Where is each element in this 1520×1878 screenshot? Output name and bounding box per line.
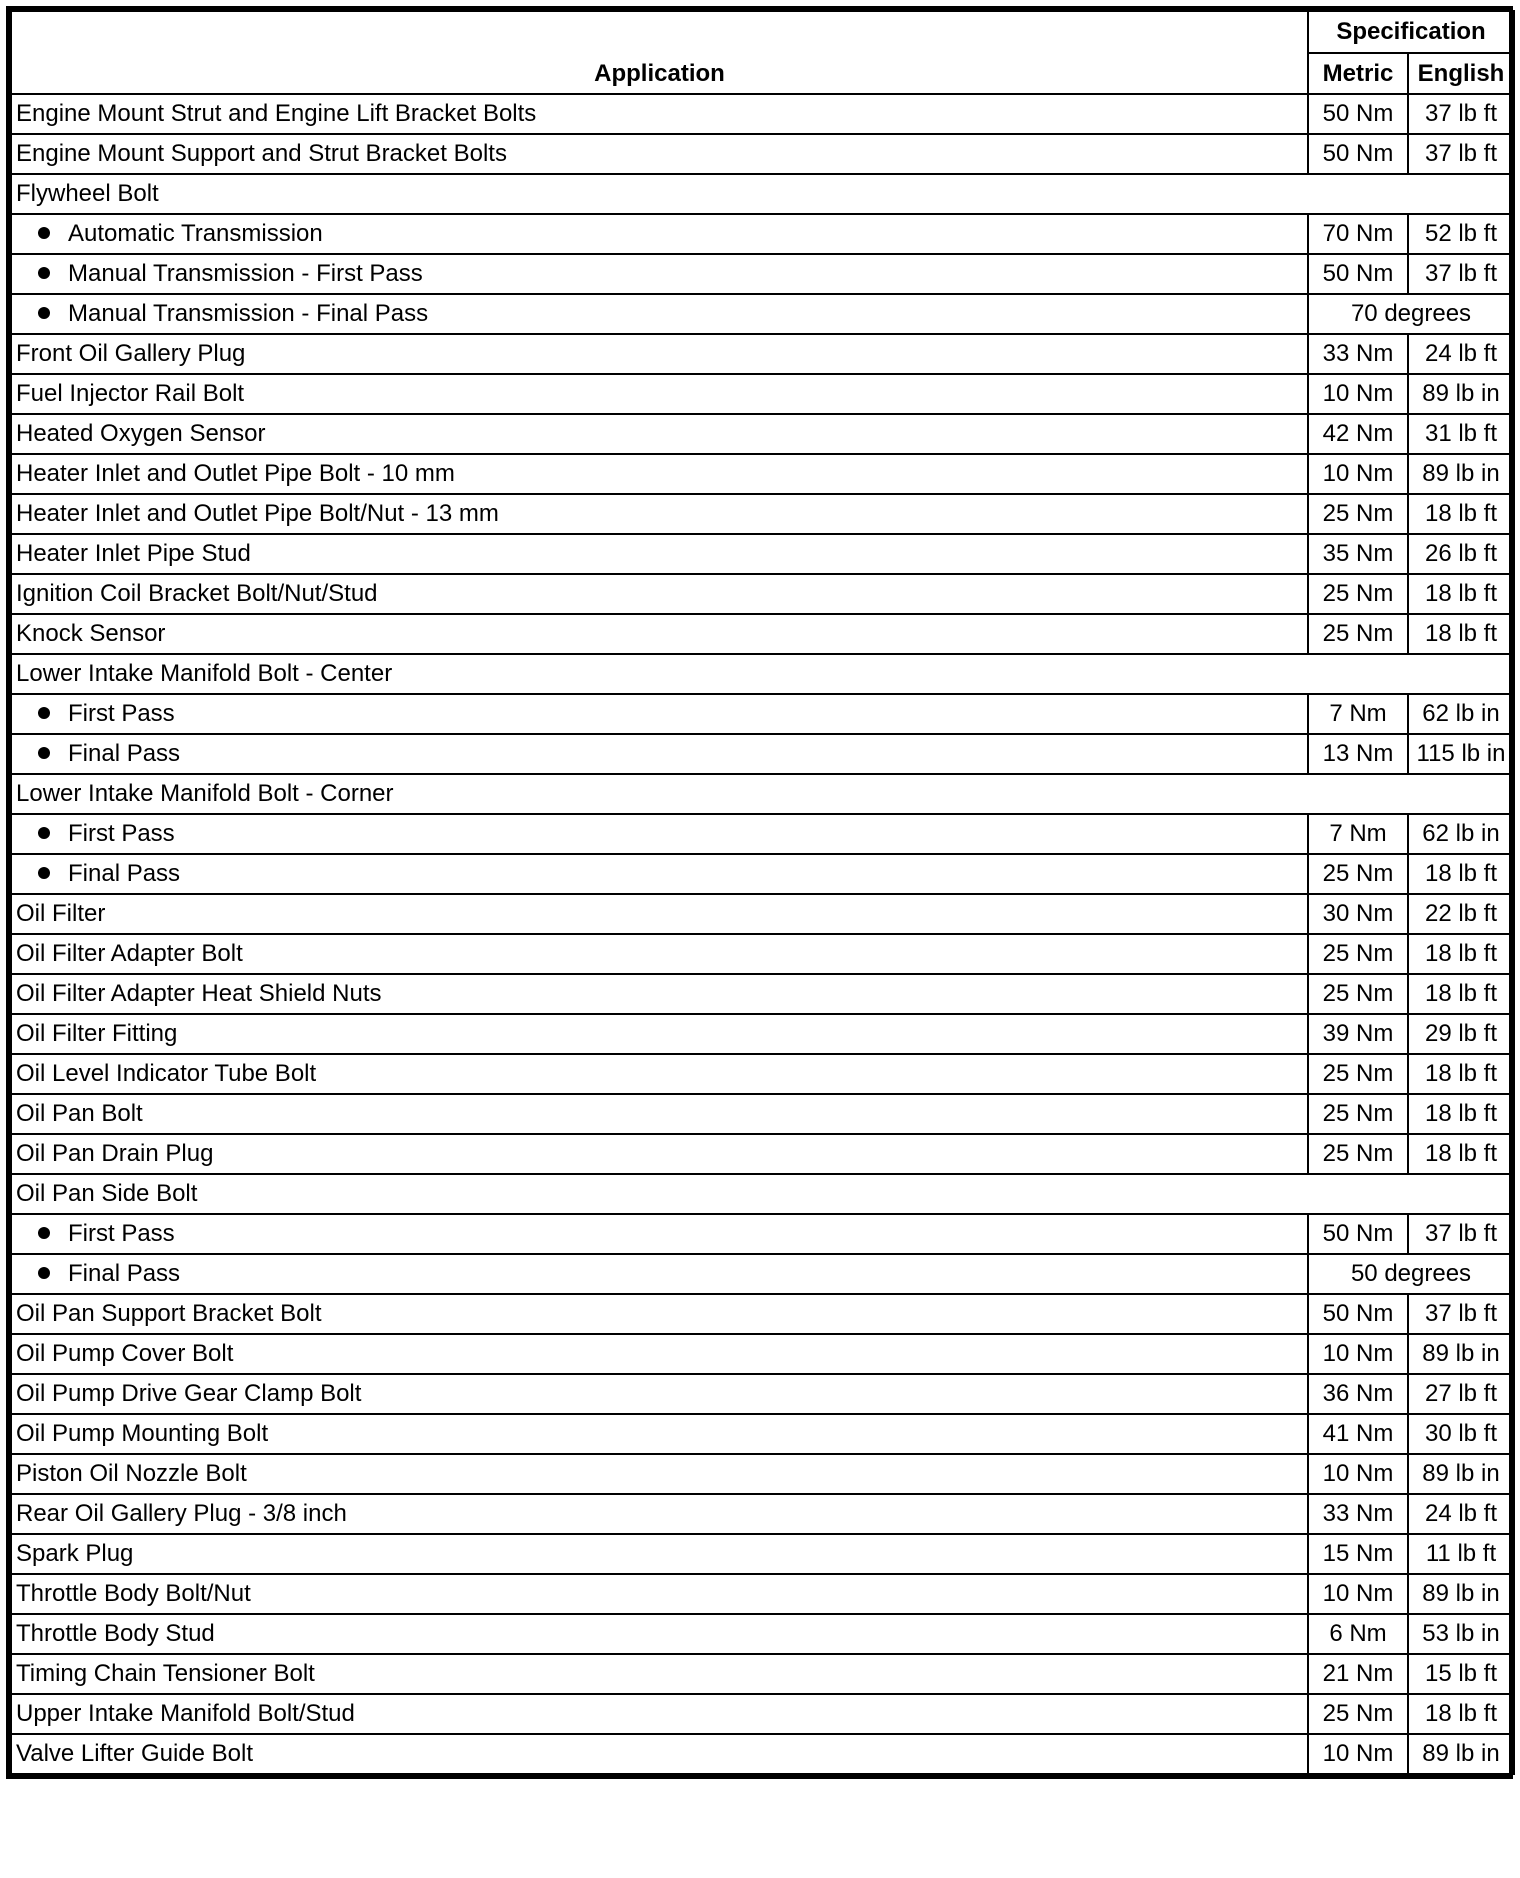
metric-value: 42 Nm [1308,414,1408,454]
bullet-icon [38,227,50,239]
application-cell [11,1654,1308,1694]
application-label: Oil Filter [16,900,106,927]
application-cell [11,454,1308,494]
table-row [11,134,1514,174]
english-value: 89 lb in [1408,374,1514,414]
application-cell [11,774,1514,814]
metric-value: 33 Nm [1308,334,1408,374]
table-row [11,374,1514,414]
metric-value: 10 Nm [1308,454,1408,494]
english-value: 115 lb in [1408,734,1514,774]
application-label: Final Pass [68,1260,181,1287]
metric-value: 25 Nm [1308,1694,1408,1734]
application-label: Fuel Injector Rail Bolt [16,380,245,407]
table-row [11,1134,1514,1174]
application-label: Heater Inlet and Outlet Pipe Bolt/Nut - 13 mm [16,500,499,527]
application-label: Piston Oil Nozzle Bolt [16,1460,247,1487]
english-value: 18 lb ft [1408,974,1514,1014]
english-value: 37 lb ft [1408,134,1514,174]
table-row [11,334,1514,374]
table-row [11,934,1514,974]
table-row [11,694,1514,734]
metric-value: 6 Nm [1308,1614,1408,1654]
table-row [11,94,1514,134]
bullet-icon [38,267,50,279]
metric-value: 35 Nm [1308,534,1408,574]
table-row [11,1414,1514,1454]
english-value: 24 lb ft [1408,1494,1514,1534]
application-cell [11,374,1308,414]
application-cell [11,334,1308,374]
metric-value: 21 Nm [1308,1654,1408,1694]
table-row [11,534,1514,574]
application-cell [11,894,1308,934]
table-row [11,574,1514,614]
metric-value: 25 Nm [1308,974,1408,1014]
table-row [11,1614,1514,1654]
application-label: Final Pass [68,860,181,887]
metric-value: 25 Nm [1308,934,1408,974]
application-cell [11,294,1308,334]
application-label: Oil Filter Adapter Bolt [16,940,243,967]
english-value: 89 lb in [1408,1454,1514,1494]
application-cell [11,174,1514,214]
application-cell [11,1014,1308,1054]
metric-value: 41 Nm [1308,1414,1408,1454]
table-row [11,1454,1514,1494]
application-label: Oil Pan Bolt [16,1100,143,1127]
table-row [11,774,1514,814]
english-value: 18 lb ft [1408,1094,1514,1134]
english-value: 18 lb ft [1408,1134,1514,1174]
english-value: 53 lb in [1408,1614,1514,1654]
english-value: 18 lb ft [1408,574,1514,614]
application-cell [11,654,1514,694]
application-cell [11,134,1308,174]
metric-value: 25 Nm [1308,854,1408,894]
english-value: 89 lb in [1408,454,1514,494]
bullet-icon [38,307,50,319]
english-value: 37 lb ft [1408,1294,1514,1334]
metric-value: 10 Nm [1308,374,1408,414]
english-value: 31 lb ft [1408,414,1514,454]
application-label: First Pass [68,700,175,727]
application-cell [11,1214,1308,1254]
application-cell [11,214,1308,254]
application-label: Oil Pump Cover Bolt [16,1340,234,1367]
english-value: 18 lb ft [1408,854,1514,894]
table-row [11,174,1514,214]
english-value: 37 lb ft [1408,254,1514,294]
application-label: Rear Oil Gallery Plug - 3/8 inch [16,1500,347,1527]
application-label: Timing Chain Tensioner Bolt [16,1660,315,1687]
application-cell [11,1534,1308,1574]
application-label: Heated Oxygen Sensor [16,420,266,447]
application-label: Engine Mount Support and Strut Bracket Bolts [16,140,507,167]
application-cell [11,1374,1308,1414]
application-cell [11,1494,1308,1534]
spec-value-span: 50 degrees [1308,1254,1514,1294]
english-value: 89 lb in [1408,1574,1514,1614]
metric-value: 30 Nm [1308,894,1408,934]
spec-sheet [8,8,1511,1779]
application-cell [11,534,1308,574]
english-value: 18 lb ft [1408,1694,1514,1734]
torque-spec-table [10,10,1515,1775]
english-value: 27 lb ft [1408,1374,1514,1414]
english-value: 26 lb ft [1408,534,1514,574]
application-label: Automatic Transmission [68,220,323,247]
table-row [11,1014,1514,1054]
table-row [11,894,1514,934]
metric-value: 13 Nm [1308,734,1408,774]
metric-value: 50 Nm [1308,134,1408,174]
application-label: Flywheel Bolt [16,180,159,207]
table-row [11,1174,1514,1214]
metric-value: 50 Nm [1308,94,1408,134]
metric-value: 10 Nm [1308,1574,1408,1614]
metric-value: 50 Nm [1308,254,1408,294]
metric-value: 50 Nm [1308,1294,1408,1334]
metric-value: 25 Nm [1308,494,1408,534]
metric-value: 25 Nm [1308,574,1408,614]
table-row [11,414,1514,454]
english-value: 24 lb ft [1408,334,1514,374]
table-row [11,654,1514,694]
metric-value: 36 Nm [1308,1374,1408,1414]
metric-value: 10 Nm [1308,1454,1408,1494]
application-label: Spark Plug [16,1540,134,1567]
table-row [11,734,1514,774]
table-row [11,854,1514,894]
application-label: Oil Pump Mounting Bolt [16,1420,269,1447]
application-cell [11,1414,1308,1454]
metric-value: 39 Nm [1308,1014,1408,1054]
application-label: Lower Intake Manifold Bolt - Corner [16,780,394,807]
application-label: Ignition Coil Bracket Bolt/Nut/Stud [16,580,378,607]
application-label: Oil Pump Drive Gear Clamp Bolt [16,1380,362,1407]
table-row [11,1574,1514,1614]
bullet-icon [38,827,50,839]
english-value: 52 lb ft [1408,214,1514,254]
application-label: Oil Filter Fitting [16,1020,178,1047]
application-cell [11,1334,1308,1374]
metric-value: 10 Nm [1308,1734,1408,1774]
metric-value: 70 Nm [1308,214,1408,254]
application-cell [11,1174,1514,1214]
application-label: Upper Intake Manifold Bolt/Stud [16,1700,355,1727]
table-row [11,494,1514,534]
application-label: Engine Mount Strut and Engine Lift Bracket Bolts [16,100,537,127]
application-cell [11,1454,1308,1494]
application-label: First Pass [68,1220,175,1247]
table-row [11,1734,1514,1774]
application-label: Throttle Body Stud [16,1620,215,1647]
application-label: Lower Intake Manifold Bolt - Center [16,660,393,687]
table-row [11,974,1514,1014]
application-cell [11,1734,1308,1774]
table-row [11,294,1514,334]
application-cell [11,934,1308,974]
table-row [11,1654,1514,1694]
application-label: Front Oil Gallery Plug [16,340,246,367]
english-value: 89 lb in [1408,1334,1514,1374]
spec-value-span: 70 degrees [1308,294,1514,334]
english-value: 30 lb ft [1408,1414,1514,1454]
application-cell [11,254,1308,294]
table-row [11,1494,1514,1534]
application-cell [11,854,1308,894]
metric-header: Metric [1308,53,1408,94]
metric-value: 25 Nm [1308,1134,1408,1174]
english-header: English [1408,53,1514,94]
application-cell [11,414,1308,454]
application-cell [11,494,1308,534]
application-cell [11,1134,1308,1174]
application-cell [11,1294,1308,1334]
english-value: 11 lb ft [1408,1534,1514,1574]
table-row [11,1094,1514,1134]
table-header [11,11,1514,94]
table-row [11,1694,1514,1734]
table-row [11,454,1514,494]
application-label: Manual Transmission - Final Pass [68,300,429,327]
english-value: 37 lb ft [1408,1214,1514,1254]
application-cell [11,94,1308,134]
bullet-icon [38,1267,50,1279]
metric-value: 25 Nm [1308,1094,1408,1134]
application-cell [11,814,1308,854]
application-cell [11,1054,1308,1094]
application-cell [11,1094,1308,1134]
application-cell [11,1254,1308,1294]
english-value: 37 lb ft [1408,94,1514,134]
application-label: Manual Transmission - First Pass [68,260,423,287]
application-label: Heater Inlet and Outlet Pipe Bolt - 10 mm [16,460,455,487]
table-row [11,1214,1514,1254]
english-value: 62 lb in [1408,814,1514,854]
metric-value: 25 Nm [1308,1054,1408,1094]
table-frame [6,6,1513,1779]
application-label: Oil Pan Side Bolt [16,1180,198,1207]
english-value: 22 lb ft [1408,894,1514,934]
table-row [11,254,1514,294]
metric-value: 33 Nm [1308,1494,1408,1534]
english-value: 15 lb ft [1408,1654,1514,1694]
application-label: First Pass [68,820,175,847]
english-value: 18 lb ft [1408,494,1514,534]
application-label: Heater Inlet Pipe Stud [16,540,251,567]
metric-value: 7 Nm [1308,694,1408,734]
table-row [11,1054,1514,1094]
application-cell [11,614,1308,654]
english-value: 18 lb ft [1408,1054,1514,1094]
application-label: Throttle Body Bolt/Nut [16,1580,251,1607]
table-body [11,94,1514,1774]
application-header: Application [11,11,1308,94]
metric-value: 15 Nm [1308,1534,1408,1574]
metric-value: 25 Nm [1308,614,1408,654]
bullet-icon [38,867,50,879]
bullet-icon [38,1227,50,1239]
english-value: 18 lb ft [1408,934,1514,974]
metric-value: 50 Nm [1308,1214,1408,1254]
table-row [11,214,1514,254]
application-cell [11,734,1308,774]
english-value: 89 lb in [1408,1734,1514,1774]
application-cell [11,694,1308,734]
application-label: Oil Level Indicator Tube Bolt [16,1060,317,1087]
application-label: Knock Sensor [16,620,166,647]
table-row [11,1294,1514,1334]
application-label: Oil Pan Drain Plug [16,1140,214,1167]
table-row [11,1254,1514,1294]
english-value: 62 lb in [1408,694,1514,734]
application-label: Oil Filter Adapter Heat Shield Nuts [16,980,382,1007]
application-cell [11,574,1308,614]
specification-header: Specification [1308,11,1514,53]
bullet-icon [38,747,50,759]
table-row [11,1334,1514,1374]
table-row [11,1374,1514,1414]
bullet-icon [38,707,50,719]
application-cell [11,1614,1308,1654]
table-row [11,614,1514,654]
table-row [11,814,1514,854]
table-row [11,1534,1514,1574]
application-cell [11,1574,1308,1614]
english-value: 18 lb ft [1408,614,1514,654]
application-label: Valve Lifter Guide Bolt [16,1740,254,1767]
metric-value: 7 Nm [1308,814,1408,854]
application-label: Oil Pan Support Bracket Bolt [16,1300,322,1327]
application-label: Final Pass [68,740,181,767]
metric-value: 10 Nm [1308,1334,1408,1374]
application-cell [11,1694,1308,1734]
english-value: 29 lb ft [1408,1014,1514,1054]
application-cell [11,974,1308,1014]
